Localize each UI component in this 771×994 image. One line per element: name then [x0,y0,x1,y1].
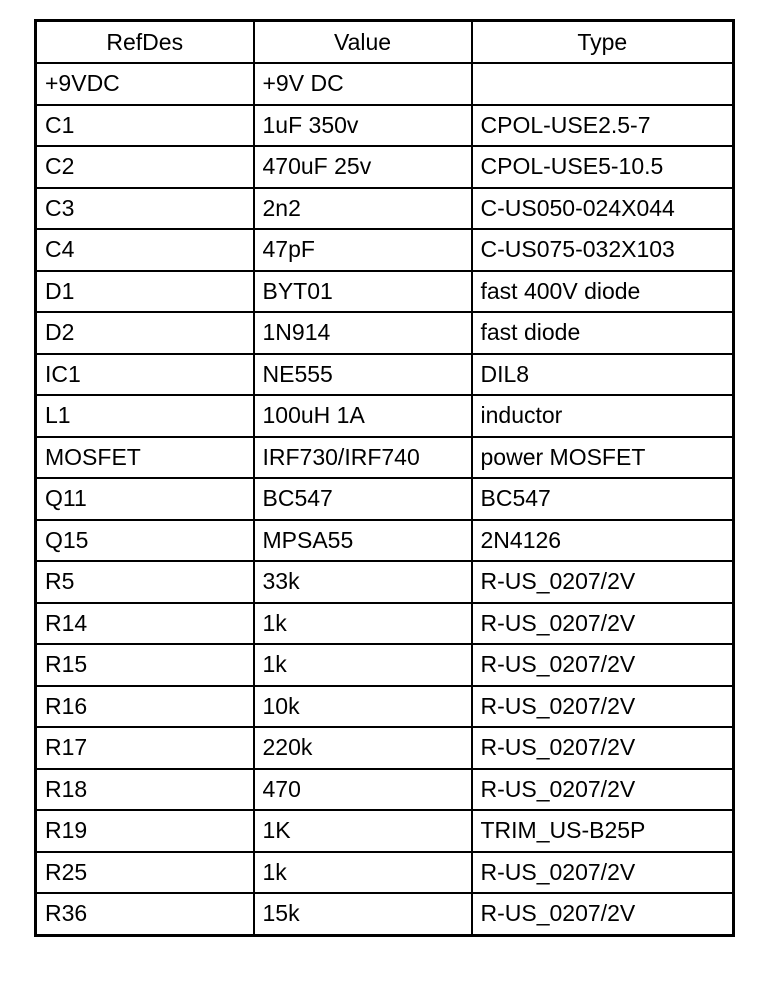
cell-type: power MOSFET [472,437,734,479]
column-header-value: Value [254,21,472,64]
cell-type: CPOL-USE2.5-7 [472,105,734,147]
table-row [36,478,734,520]
cell-value: 1K [254,810,472,852]
table-row [36,561,734,603]
cell-type: R-US_0207/2V [472,561,734,603]
cell-type: 2N4126 [472,520,734,562]
cell-refdes: MOSFET [36,437,254,479]
cell-refdes: L1 [36,395,254,437]
cell-refdes: R36 [36,893,254,935]
column-header-refdes: RefDes [36,21,254,64]
cell-type: TRIM_US-B25P [472,810,734,852]
cell-value: 47pF [254,229,472,271]
table-row [36,769,734,811]
cell-type [472,63,734,105]
table-row [36,852,734,894]
table-row [36,437,734,479]
cell-type: C-US075-032X103 [472,229,734,271]
cell-value: 1k [254,644,472,686]
table-row [36,188,734,230]
cell-refdes: C3 [36,188,254,230]
cell-refdes: D1 [36,271,254,313]
cell-value: 100uH 1A [254,395,472,437]
table-header-row [36,21,734,64]
cell-value: IRF730/IRF740 [254,437,472,479]
cell-type: C-US050-024X044 [472,188,734,230]
cell-type: R-US_0207/2V [472,769,734,811]
cell-refdes: R19 [36,810,254,852]
cell-type: R-US_0207/2V [472,852,734,894]
column-header-type: Type [472,21,734,64]
cell-type: R-US_0207/2V [472,727,734,769]
table-row [36,146,734,188]
parts-list-table [34,19,735,937]
cell-refdes: R18 [36,769,254,811]
cell-refdes: Q15 [36,520,254,562]
table-row [36,395,734,437]
cell-value: 1N914 [254,312,472,354]
cell-refdes: R14 [36,603,254,645]
cell-value: 2n2 [254,188,472,230]
cell-type: CPOL-USE5-10.5 [472,146,734,188]
cell-refdes: R17 [36,727,254,769]
cell-refdes: R16 [36,686,254,728]
cell-refdes: C2 [36,146,254,188]
table-row [36,686,734,728]
cell-type: R-US_0207/2V [472,603,734,645]
cell-value: 33k [254,561,472,603]
table-row [36,727,734,769]
cell-value: 15k [254,893,472,935]
cell-refdes: R25 [36,852,254,894]
cell-value: NE555 [254,354,472,396]
cell-type: inductor [472,395,734,437]
table-row [36,644,734,686]
cell-refdes: Q11 [36,478,254,520]
cell-value: BYT01 [254,271,472,313]
cell-refdes: C1 [36,105,254,147]
cell-refdes: D2 [36,312,254,354]
cell-refdes: IC1 [36,354,254,396]
table-row [36,63,734,105]
table-row [36,893,734,935]
cell-refdes: R5 [36,561,254,603]
table-row [36,810,734,852]
cell-value: 220k [254,727,472,769]
cell-type: fast diode [472,312,734,354]
cell-type: BC547 [472,478,734,520]
cell-value: +9V DC [254,63,472,105]
cell-refdes: R15 [36,644,254,686]
cell-refdes: C4 [36,229,254,271]
cell-value: 1k [254,852,472,894]
cell-type: R-US_0207/2V [472,893,734,935]
cell-value: 470 [254,769,472,811]
cell-value: 1uF 350v [254,105,472,147]
cell-refdes: +9VDC [36,63,254,105]
table-row [36,354,734,396]
table-row [36,603,734,645]
cell-type: R-US_0207/2V [472,644,734,686]
cell-value: 10k [254,686,472,728]
cell-type: R-US_0207/2V [472,686,734,728]
cell-value: 470uF 25v [254,146,472,188]
cell-value: BC547 [254,478,472,520]
table-row [36,312,734,354]
cell-type: DIL8 [472,354,734,396]
table-row [36,520,734,562]
cell-type: fast 400V diode [472,271,734,313]
table-row [36,229,734,271]
cell-value: MPSA55 [254,520,472,562]
table-row [36,105,734,147]
cell-value: 1k [254,603,472,645]
table-row [36,271,734,313]
